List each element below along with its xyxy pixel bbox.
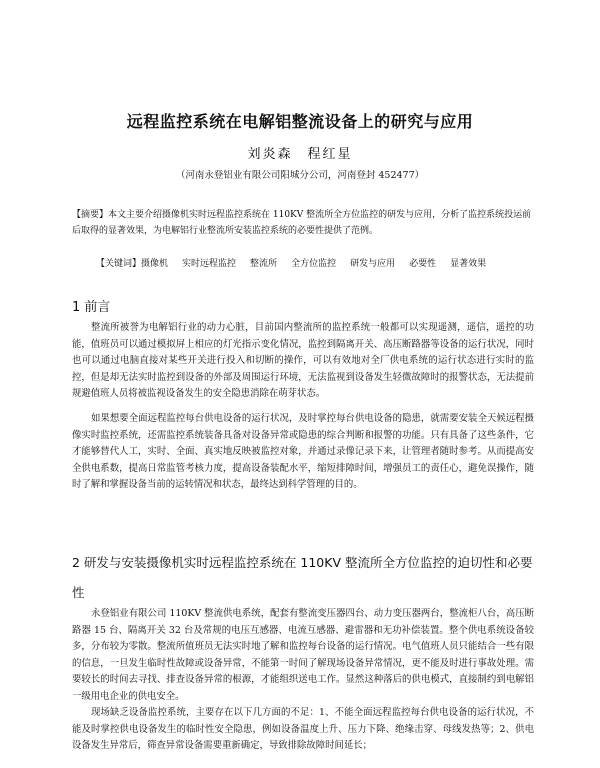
abstract-text: 本文主要介绍摄像机实时远程监控系统在 110KV 整流所全方位监控的研发与应用，分析了监控系统投运前后取得的显著效果，为电解铝行业整流所安装监控系统的必要性提供了范例。 (72, 210, 532, 236)
keyword: 研发与应用 (350, 259, 396, 269)
keyword: 全方位监控 (291, 259, 337, 269)
section-heading: 2 研发与安装摄像机实时远程监控系统在 110KV 整流所全方位监控的迫切性和必要性 (72, 555, 533, 600)
keyword: 显著效果 (450, 259, 487, 269)
paragraph: 现场缺乏设备监控系统，主要存在以下几方面的不足：1、不能全面远程监控每台供电设备的运行状况，不能及时掌控供电设备发生的临时性安全隐患，例如设备温度上升、压力下降、绝缘击穿、母线发热等；2、供电设备发生异常后，筛查异常设备需要重新确定，导致排除故障时间延长； (72, 707, 534, 751)
keyword: 整流所 (250, 259, 278, 269)
keywords (96, 256, 536, 269)
keyword: 实时远程监控 (182, 259, 237, 269)
keywords-label: 【关键词】 (96, 259, 142, 269)
authors: 刘炎森 程红星 (247, 147, 353, 162)
section-heading: 1 前言 (72, 300, 111, 315)
paragraph: 如果想要全面远程监控每台供电设备的运行状况，及时掌控每台供电设备的隐患，就需要安装全天候远程摄像实时监控系统，还需监控系统装备具备对设备异常或隐患的综合判断和报警的功能。只有具备了这些条件，它才能够替代人工，实时、全面、真实地反映被监控对象，并通过录像记录下来，让管理者随时参考。从而提高安全供电系数，提高日常监管考核力度，提高设备装配水平，缩短排障时间，增强员工的责任心，避免误操作，随时了解和掌握设备当前的运转情况和状态，最终达到科学管理的目的。 (72, 413, 534, 490)
keyword: 摄像机 (141, 259, 169, 269)
paragraph: 永登铝业有限公司 110KV 整流供电系统，配套有整流变压器四台、动力变压器两台，整流柜八台，高压断路器 15 台、隔离开关 32 台及常规的电压互感器、电流互感器、避雷器和无功补偿装置。整个供电系统设备较多，分布较为零散。整流所值班员无法实时地了解和监控每台设备的运行情况。电气值班人员只能结合一些有限的信息，一旦发生临时性故障或设备异常，不能第一时间了解现场设备异常情况，更不能及时进行事故处理。需要较长的时间去寻找、排查设备异常的根源，才能组织送电工作。显然这种落后的供电模式，直接制约到电解铝一级用电企业的供电安全。 (72, 608, 534, 702)
paragraph: 整流所被誉为电解铝行业的动力心脏，目前国内整流所的监控系统一般都可以实现遥测，遥信，遥控的功能，值班员可以通过模拟屏上相应的灯光指示变化情况，监控到隔离开关、高压断路器等设备的运行状况，同时也可以通过电脑直接对某些开关进行投入和切断的操作，可以有效地对全厂供电系统的运行状态进行实时的监控，但是却无法实时监控到设备的外部及周围运行环境，无法监视到设备发生轻微故障时的报警状态，无法提前规避值班人员将被监视设备发生的安全隐患消除在萌芽状态。 (72, 322, 534, 399)
abstract (72, 207, 534, 239)
keyword: 必要性 (409, 259, 437, 269)
paper-title: 远程监控系统在电解铝整流设备上的研究与应用 (126, 112, 474, 131)
affiliation: （河南永登铝业有限公司阳城分公司，河南登封 452477） (175, 170, 425, 181)
abstract-label: 【摘要】 (72, 210, 109, 220)
